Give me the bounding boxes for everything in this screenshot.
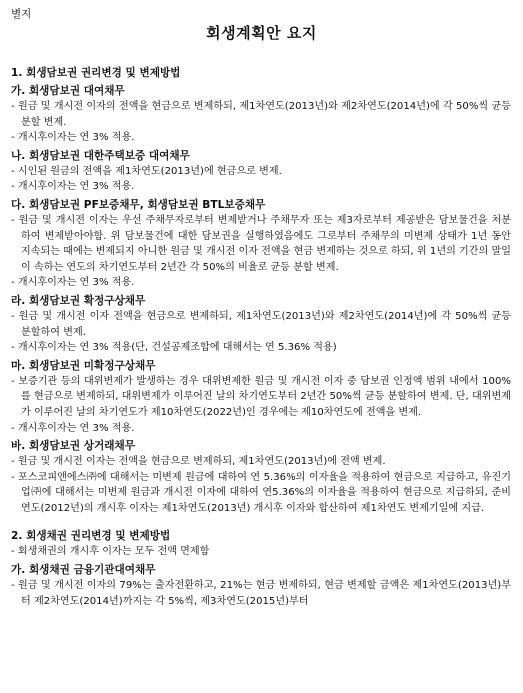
bullet-item: - 보증기관 등의 대위변제가 발생하는 경우 대위변제한 원금 및 개시전 이자 중 담보권 인정액 범위 내에서 100%를 현금으로 변제하되, 대위변제가 이루어진 날의 차기연도부터 2년간 50%씩 균등 분할하여 변제. 단, 대위변제가 이루어진 날의 차기연도가 제10차연도(2022년)인 경우에는 제10차연도에 전액을 변제. [11,375,511,418]
subsection-heading: 라. 회생담보권 확정구상채무 [11,294,146,307]
bullet-item: - 원금 및 개시전 이자의 전액을 현금으로 변제하되, 제1차연도(2013년)와 제2차연도(2014년)에 각 50%씩 균등 분할 변제. [11,101,511,128]
bullet-item: - 시인된 원금의 전액을 제1차연도(2013년)에 현금으로 변제. [11,165,282,177]
bullet-item: - 포스코피앤에스㈜에 대해서는 미변제 원금에 대하여 연 5.36%의 이자율을 적용하여 현금으로 지급하고, 유진기업㈜에 대해서는 미변제 원금과 개시전 이자에 대하여 연5.36%의 이자율을 적용하여 현금으로 지급하되, 준비연도(2012년)의 개시후 이자는 제1차연도(2013년) 개시후 이자와 합산하여 제1차연도 변제기일에 지급. [11,471,511,514]
section-spacer [11,516,511,529]
subsection-heading: 가. 회생담보권 대여채무 [11,85,125,97]
bullet-item: - 원금 및 개시전 이자는 우선 주채무자로부터 변제받거나 주채무자 또는 제3자로부터 제공받은 담보물건을 처분하여 변제받아야함. 위 담보물건에 대한 담보권을 실행하였음에도 그로부터 주채무의 미변제 상태가 1년 동안 지속되는 때에는 변제되지 아니한 원금 및 개시전 이자 전액을 현금 변제하는 것으로 하되, 위 1년의 기간의 말일이 속하는 연도의 차기연도부터 2년간 각 50%의 비율로 균등 분할 변제. [11,214,511,273]
subsection-heading: 다. 회생담보권 PF보증채무, 회생담보권 BTL보증채무 [11,198,266,211]
subsection-heading: 마. 회생담보권 미확정구상채무 [11,359,156,372]
bullet-item: - 원금 및 개시전 이자 전액을 현금으로 변제하되, 제1차연도(2013년)와 제2차연도(2014년)에 각 50%씩 균등 분할하여 변제. [11,310,511,338]
bullet-item: - 개시후이자는 연 3% 적용. [11,422,135,434]
bullet-item: - 개시후이자는 연 3% 적용(단, 건설공제조합에 대해서는 연 5.36% 적용) [11,342,337,354]
bullet-item: - 개시후이자는 연 3% 적용. [11,181,135,193]
section-heading: 1. 회생담보권 권리변경 및 변제방법 [11,67,181,79]
subsection-heading: 나. 회생담보권 대한주택보증 대여채무 [11,149,190,162]
section-note: - 회생채권의 개시후 이자는 모두 전액 면제함 [11,546,210,558]
attachment-tag: 별지 [11,8,32,20]
bullet-item: - 개시후이자는 연 3% 적용. [11,132,135,144]
subsection-heading: 바. 회생담보권 상거래채무 [11,440,135,453]
bullet-item: - 원금 및 개시전 이자의 79%는 출자전환하고, 21%는 현금 변제하되, 현금 변제할 금액은 제1차연도(2013년)부터 제2차연도(2014년)까지는 각 5%씩, 제3차연도(2015년)부터 [11,580,511,607]
bullet-item: - 원금 및 개시전 이자는 전액을 현금으로 변제하되, 제1차연도(2013년)에 전액 변제. [11,456,386,468]
section-heading: 2. 회생채권 권리변경 및 변제방법 [11,530,171,543]
document-body [11,66,511,609]
subsection-heading: 가. 회생채권 금융기관대여채무 [11,564,156,577]
document-title: 회생계획안 요지 [206,24,317,42]
bullet-item: - 개시후이자는 연 3% 적용. [11,277,135,289]
